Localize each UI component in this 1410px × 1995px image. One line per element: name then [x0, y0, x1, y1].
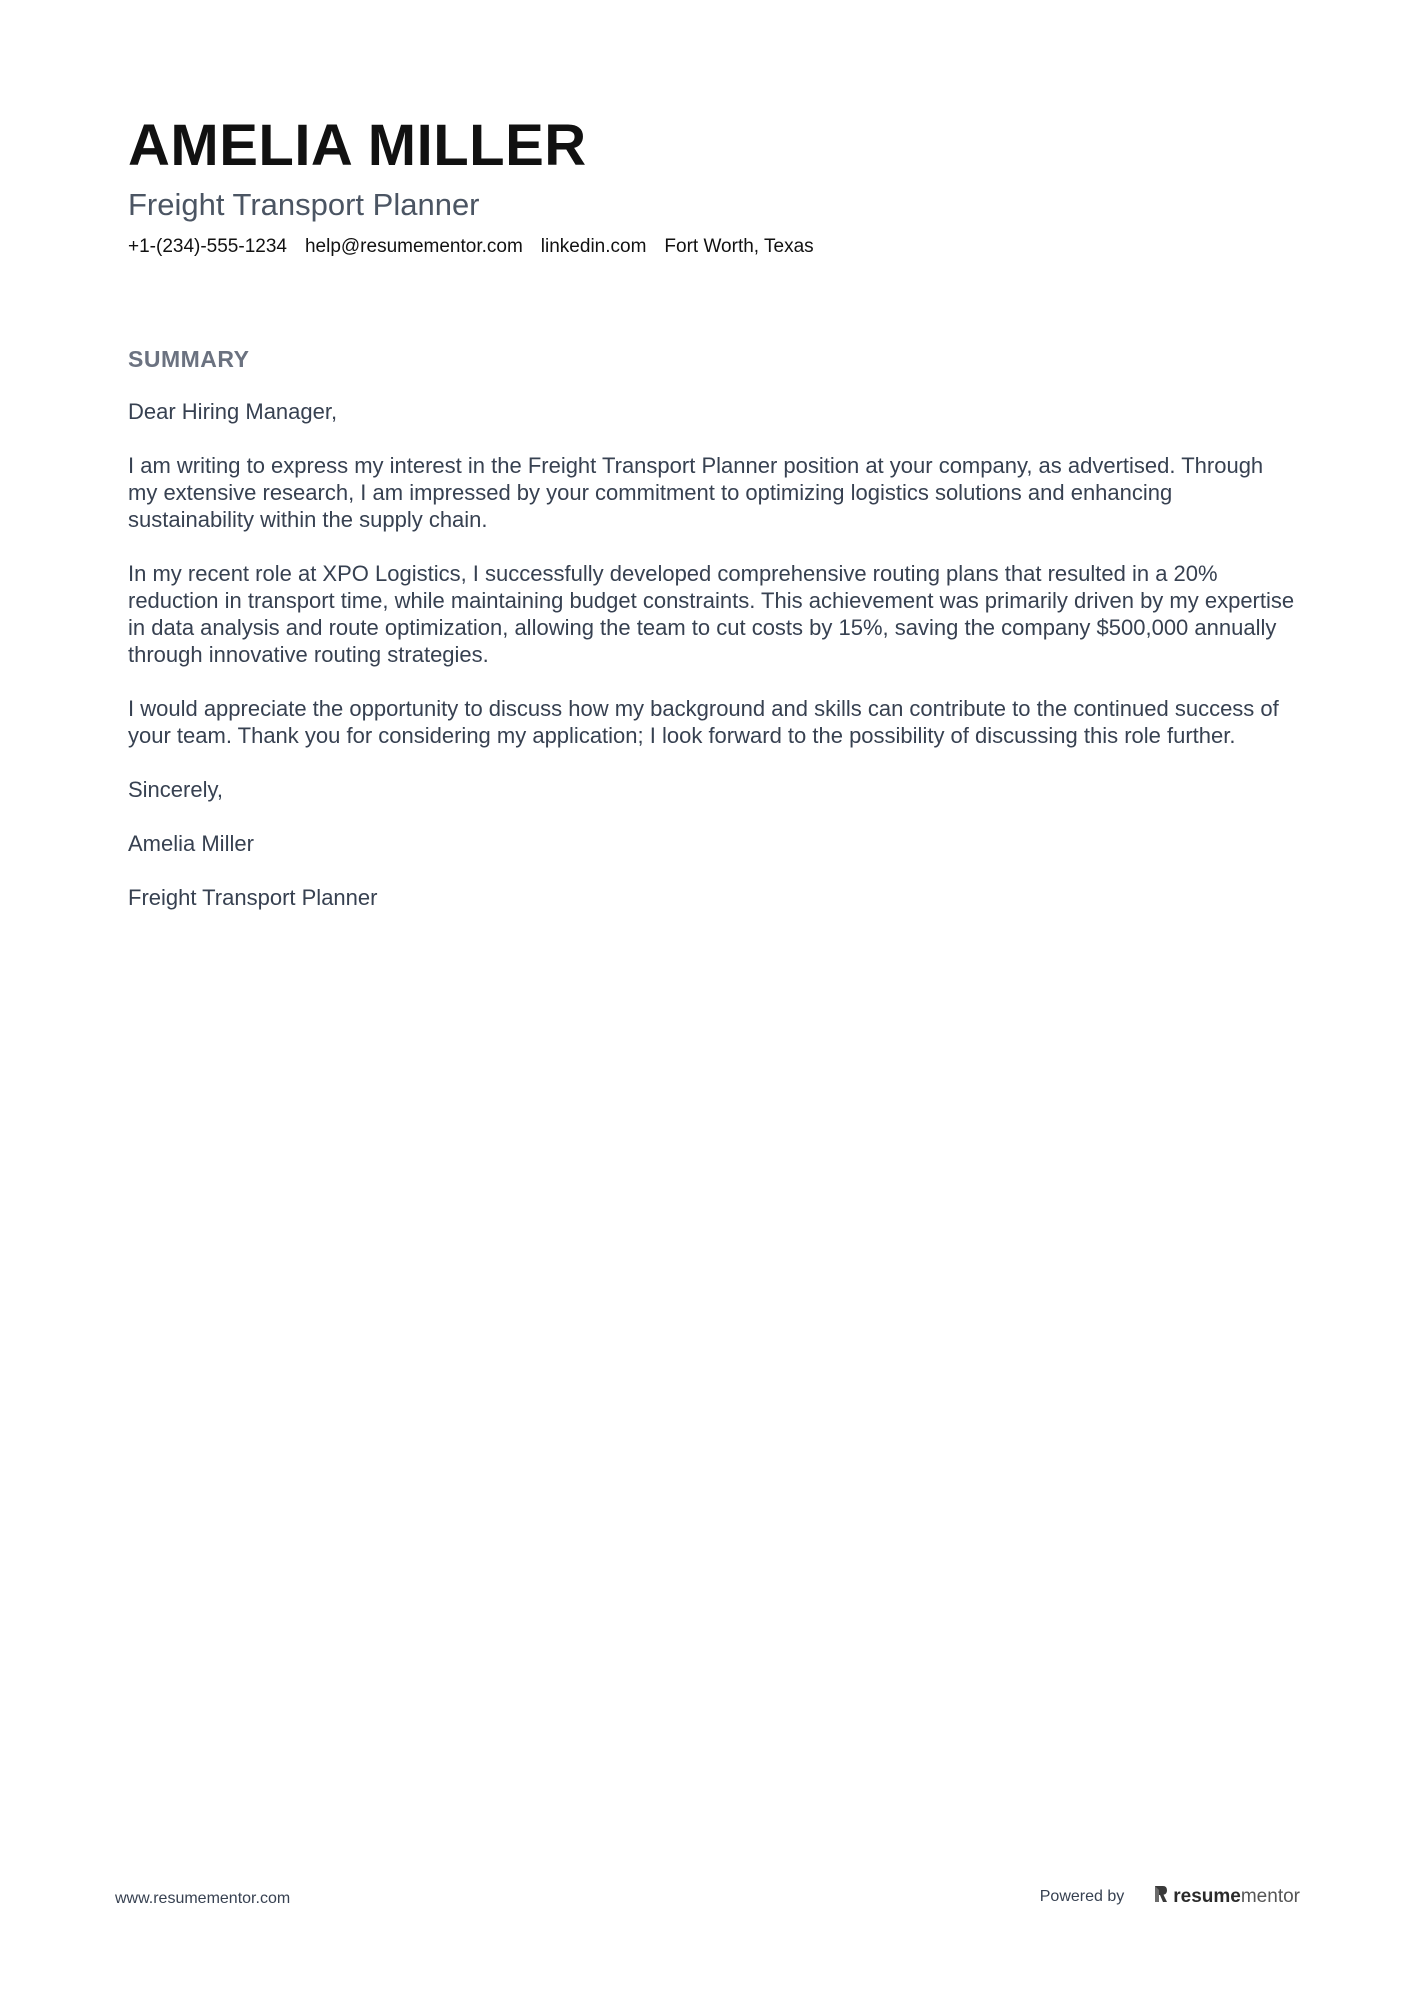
applicant-name: AMELIA MILLER — [128, 113, 587, 178]
applicant-role: Freight Transport Planner — [128, 187, 480, 222]
contact-phone: +1-(234)-555-1234 — [128, 236, 287, 257]
brand-wordmark — [1173, 1886, 1300, 1908]
signature-name: Amelia Miller — [128, 831, 254, 856]
letter-paragraph: I would appreciate the opportunity to discuss how my background and skills can contribute to the continued success of your team. Thank you for considering my application; I look forward to the possibility of discussing this role further. — [128, 696, 1279, 748]
closing: Sincerely, — [128, 777, 223, 802]
footer-branding — [1040, 1884, 1300, 1910]
letter-body — [128, 398, 1298, 938]
contact-info — [128, 235, 814, 259]
brand-wordmark-light: mentor — [1240, 1886, 1300, 1907]
brand-wordmark-bold: resume — [1173, 1886, 1241, 1907]
resumementor-logo-icon — [1154, 1884, 1168, 1910]
letter-paragraph: I am writing to express my interest in the Freight Transport Planner position at your company, as advertised. Through my extensive research, I am impressed by your commitment to optimizing logistics solutions and enhancing sustainability within the supply chain. — [128, 453, 1264, 532]
letter-paragraph: In my recent role at XPO Logistics, I successfully developed comprehensive routing plans that resulted in a 20% reduction in transport time, while maintaining budget constraints. This achievement was primarily driven by my expertise in data analysis and route optimization, allowing the team to cut costs by 15%, saving the company $500,000 annually through innovative routing strategies. — [128, 561, 1295, 667]
signature-role: Freight Transport Planner — [128, 885, 378, 910]
powered-by-label: Powered by — [1039, 1888, 1125, 1905]
contact-location: Fort Worth, Texas — [664, 236, 814, 257]
brand-logo — [1154, 1884, 1300, 1910]
summary-heading: SUMMARY — [128, 346, 250, 372]
contact-linkedin: linkedin.com — [540, 236, 647, 257]
footer-website: www.resumementor.com — [115, 1890, 291, 1907]
contact-email: help@resumementor.com — [304, 236, 523, 257]
salutation: Dear Hiring Manager, — [128, 399, 338, 424]
